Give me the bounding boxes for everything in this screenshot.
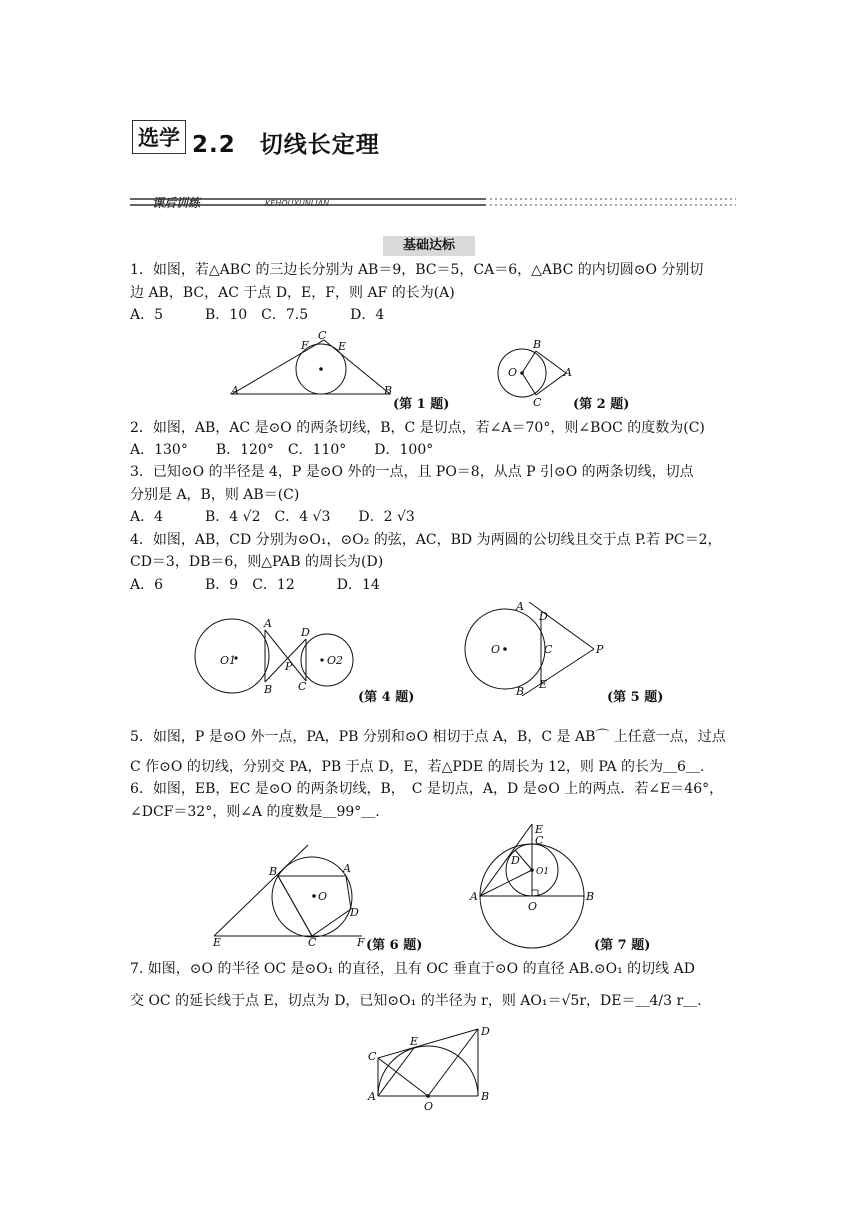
fig4-label-D: D: [301, 626, 310, 639]
fig4-label-B: B: [264, 683, 273, 696]
fig7-label-D: D: [511, 854, 520, 867]
fig8-label-C: C: [368, 1050, 377, 1063]
fig1-label-F: F: [301, 339, 309, 352]
q2-line1: 2．如图，AB，AC 是⊙O 的两条切线，B，C 是切点，若∠A＝70°，则∠BOC 的度数为(C): [130, 420, 705, 436]
fig5-label-D: D: [539, 610, 548, 623]
q4-line1: 4．如图，AB，CD 分别为⊙O₁，⊙O₂ 的弦，AC，BD 为两圆的公切线且交于点 P.若 PC＝2，: [130, 532, 722, 548]
fig6-label-A: A: [343, 862, 351, 875]
q2-options: A．130° B．120° C．110° D．100°: [130, 442, 434, 458]
q4-line2: CD＝3，DB＝6，则△PAB 的周长为(D): [130, 554, 384, 570]
banner-en: KEHOUXUNLIAN: [265, 199, 330, 208]
fig7-label-C: C: [535, 834, 544, 847]
q7-line2: 交 OC 的延长线于点 E，切点为 D，已知⊙O₁ 的半径为 r，则 AO₁＝√5r，DE＝＿4/3 r＿.: [130, 993, 702, 1009]
section-heading: 基础达标: [383, 236, 475, 256]
fig6-label-F: F: [357, 936, 365, 948]
fig8-label-A: A: [368, 1090, 376, 1103]
q3-options: A．4 B．4 √2 C．4 √3 D．2 √3: [130, 509, 415, 525]
figure-8: [366, 1024, 500, 1116]
fig7-label-O1: O1: [536, 867, 550, 877]
fig5-label-P: P: [596, 643, 604, 656]
section-banner: [130, 194, 736, 210]
q5-line2: C 作⊙O 的切线，分别交 PA，PB 于点 D，E，若△PDE 的周长为 12，则 PA 的长为＿6＿.: [130, 759, 705, 775]
fig6-label-B: B: [269, 865, 278, 878]
banner-cn: 课后训练: [152, 196, 201, 210]
fig6-label-E: E: [213, 936, 222, 948]
figure-2: [496, 336, 578, 410]
fig6-caption: (第 6 题): [366, 938, 423, 953]
q3-line1: 3．已知⊙O 的半径是 4，P 是⊙O 外的一点，且 PO＝8，从点 P 引⊙O 的两条切线，切点: [130, 464, 694, 480]
q1-options: A．5 B．10 C．7.5 D．4: [130, 307, 385, 323]
fig6-label-C: C: [308, 936, 317, 948]
fig7-label-E: E: [535, 823, 544, 836]
fig5-label-E: E: [539, 678, 548, 691]
fig7-label-B: B: [586, 890, 595, 903]
figure-5: [464, 598, 612, 700]
fig6-label-D: D: [350, 906, 359, 919]
fig1-caption: (第 1 题): [393, 397, 450, 412]
page-title: 2.2 切线长定理: [192, 132, 380, 158]
fig4-label-O2: O2: [327, 654, 344, 667]
figure-1: [228, 328, 398, 400]
fig8-label-O: O: [424, 1100, 434, 1113]
chapter-tag: 选学: [132, 120, 186, 154]
fig2-caption: (第 2 题): [573, 397, 630, 412]
fig5-caption: (第 5 题): [607, 690, 664, 705]
fig2-label-O: O: [508, 366, 518, 379]
fig7-caption: (第 7 题): [594, 938, 651, 953]
fig7-label-A: A: [470, 890, 478, 903]
fig8-label-E: E: [410, 1035, 419, 1048]
fig4-label-C: C: [298, 680, 307, 693]
fig7-label-O: O: [528, 900, 538, 913]
figure-7: [466, 820, 602, 950]
fig4-label-P: P: [285, 660, 293, 673]
fig8-label-B: B: [481, 1090, 490, 1103]
q7-line1: 7. 如图，⊙O 的半径 OC 是⊙O₁ 的直径，且有 OC 垂直于⊙O 的直径 AB.⊙O₁ 的切线 AD: [130, 961, 695, 977]
fig1-label-B: B: [384, 384, 393, 397]
fig1-label-A: A: [231, 384, 239, 397]
fig8-label-D: D: [481, 1025, 490, 1038]
q6-line1: 6．如图，EB，EC 是⊙O 的两条切线，B， C 是切点，A，D 是⊙O 上的两点．若∠E＝46°，: [130, 781, 724, 797]
fig4-label-O1: O1: [220, 654, 237, 667]
fig4-caption: (第 4 题): [358, 690, 415, 705]
q5-line1: 5．如图，P 是⊙O 外一点，PA，PB 分别和⊙O 相切于点 A，B，C 是 AB⌒ 上任意一点，过点: [130, 729, 726, 745]
figure-6: [210, 842, 370, 948]
q4-options: A．6 B．9 C．12 D．14: [130, 577, 380, 593]
fig2-label-B: B: [533, 338, 542, 351]
fig5-label-C: C: [544, 643, 553, 656]
fig5-label-O: O: [491, 643, 501, 656]
q6-line2: ∠DCF＝32°，则∠A 的度数是＿99°＿.: [130, 804, 380, 820]
fig2-label-A: A: [564, 366, 572, 379]
fig1-label-E: E: [338, 340, 347, 353]
fig2-label-C: C: [533, 396, 542, 409]
fig6-label-O: O: [318, 890, 328, 903]
fig1-label-C: C: [318, 329, 327, 342]
q1-line1: 1．如图，若△ABC 的三边长分别为 AB＝9，BC＝5，CA＝6，△ABC 的内切圆⊙O 分别切: [130, 262, 704, 278]
figure-4: [194, 614, 366, 698]
q1-line2: 边 AB，BC，AC 于点 D，E，F，则 AF 的长为(A): [130, 285, 455, 301]
fig4-label-A: A: [264, 617, 272, 630]
fig5-label-B: B: [516, 685, 525, 698]
fig5-label-A: A: [516, 600, 524, 613]
q3-line2: 分别是 A，B，则 AB＝(C): [130, 487, 300, 503]
